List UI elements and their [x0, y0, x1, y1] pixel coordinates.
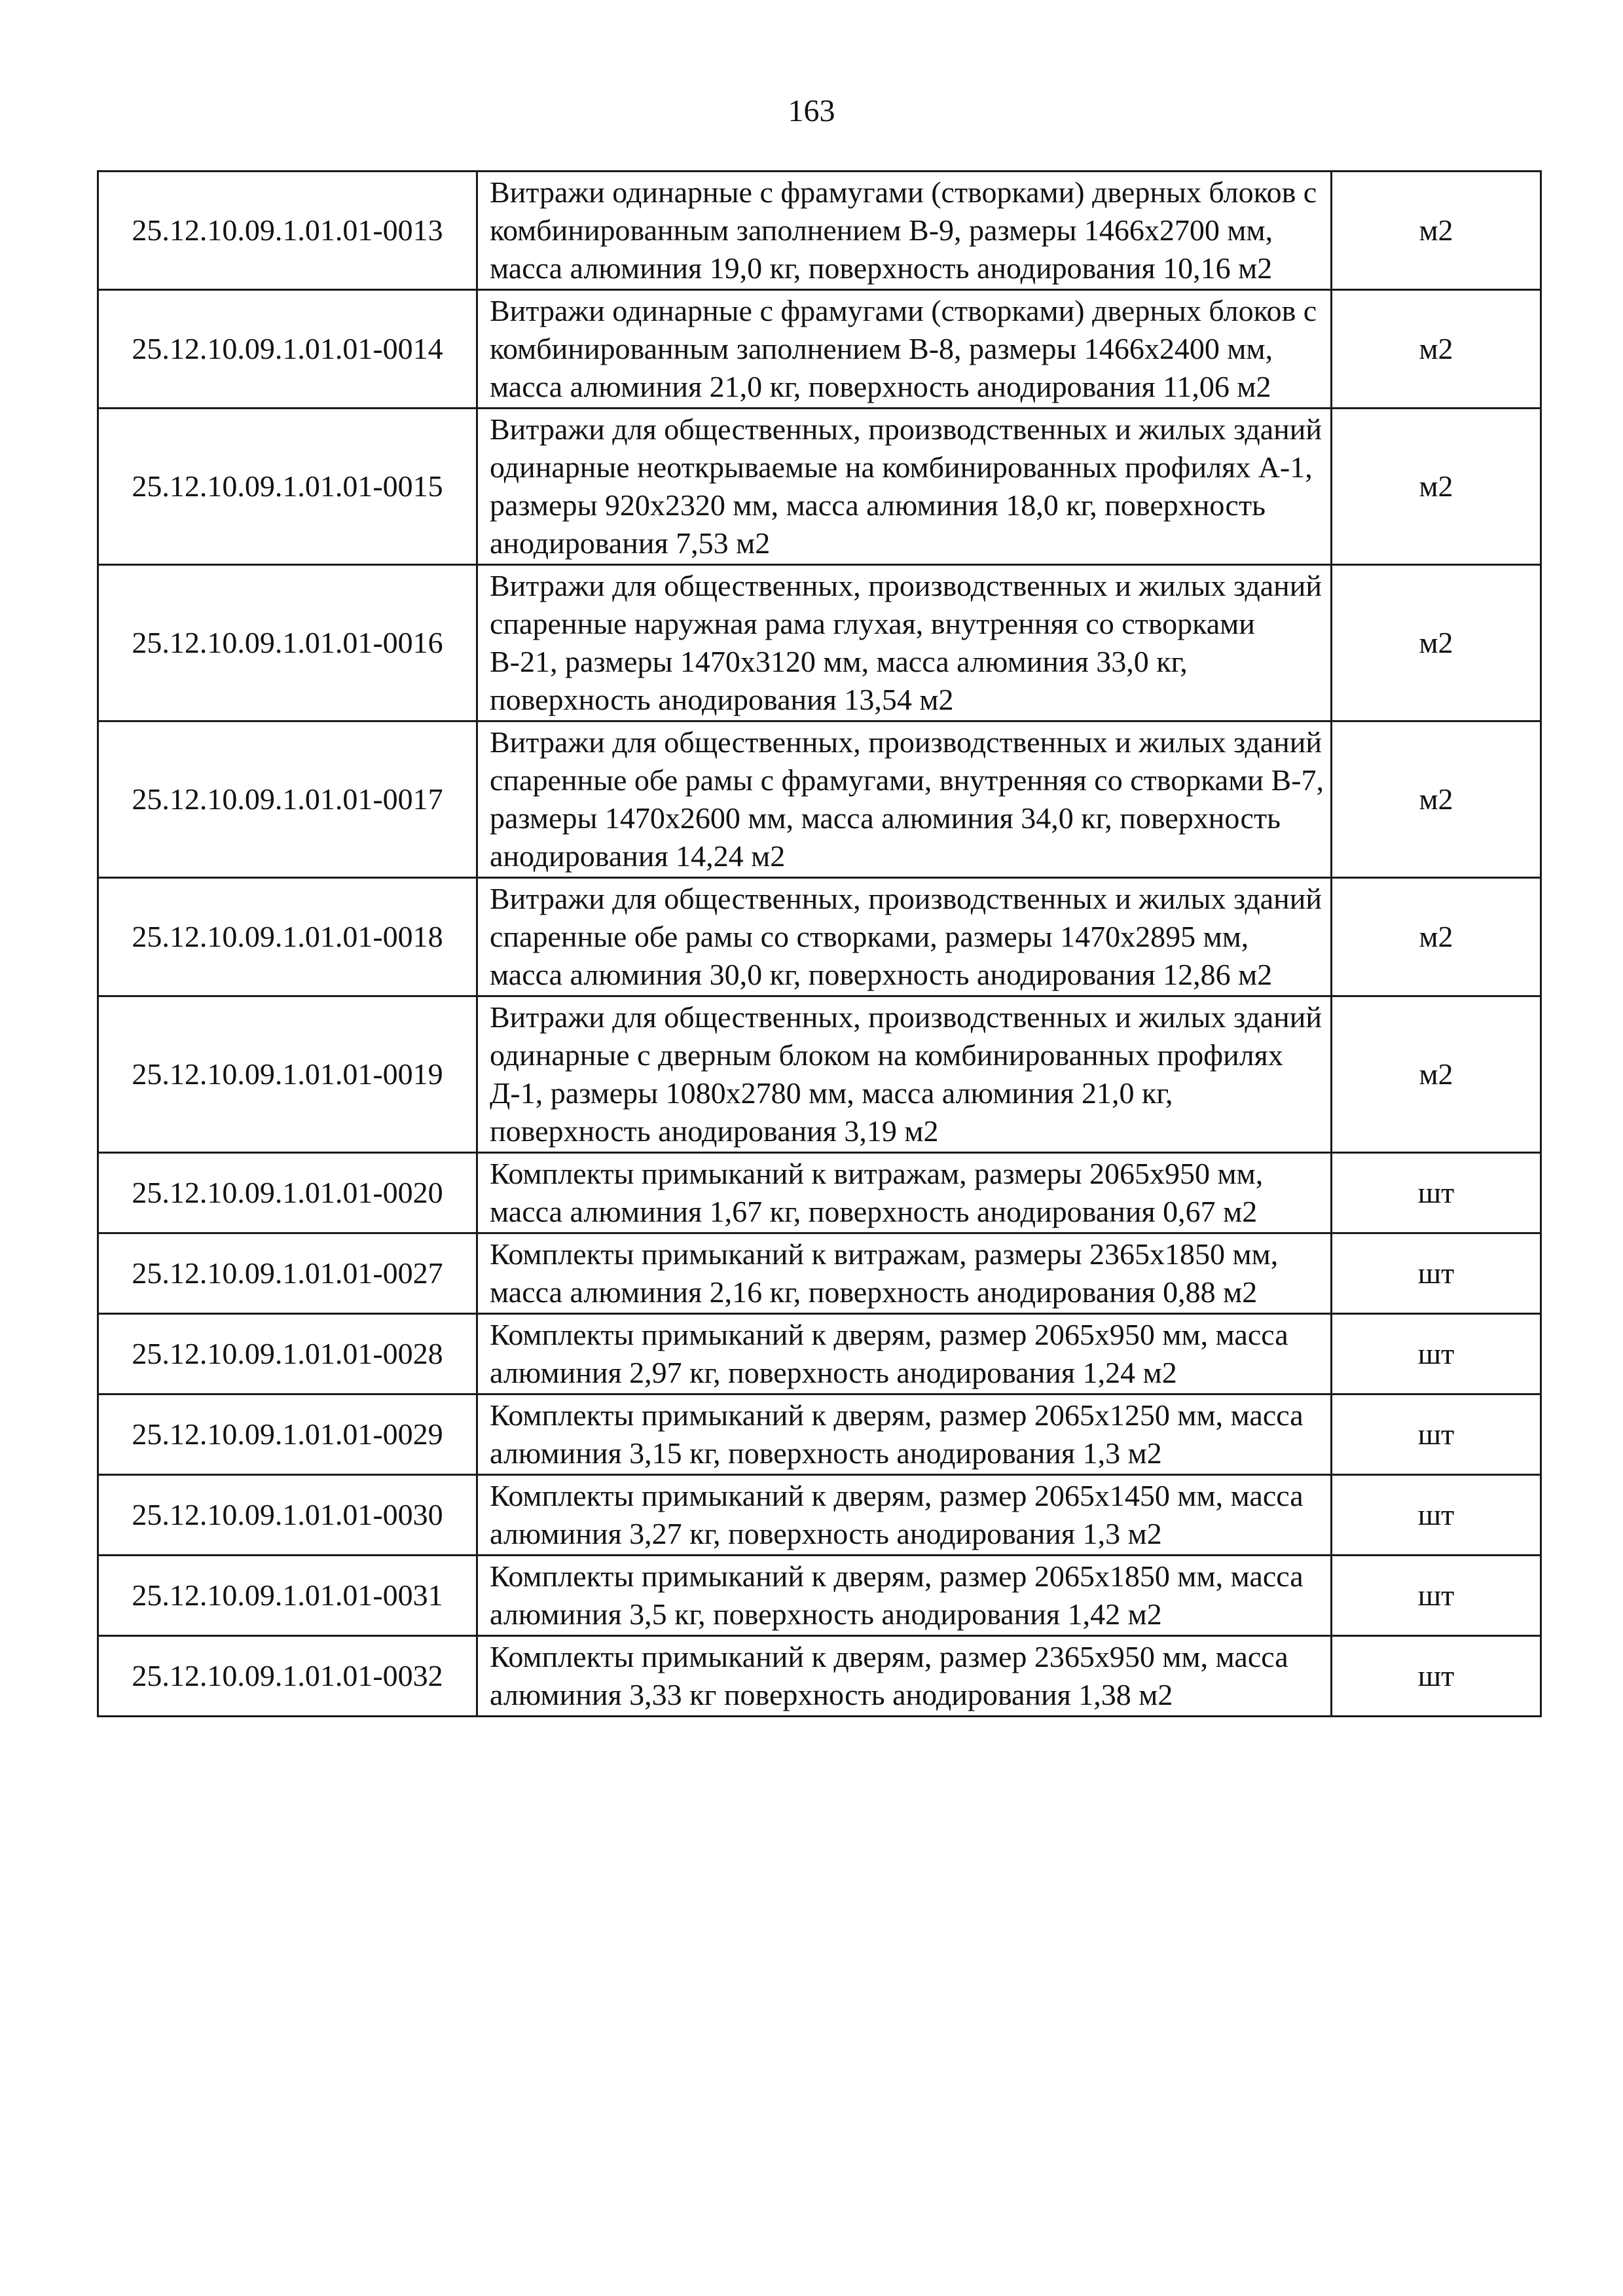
row-unit: шт [1332, 1556, 1541, 1636]
table-row [98, 878, 1541, 996]
row-description [477, 1636, 1332, 1717]
row-code: 25.12.10.09.1.01.01-0032 [98, 1636, 477, 1717]
materials-table-body [98, 172, 1541, 1717]
table-row [98, 996, 1541, 1153]
row-unit: м2 [1332, 409, 1541, 565]
page-number: 163 [788, 94, 835, 128]
row-unit: шт [1332, 1475, 1541, 1556]
row-code: 25.12.10.09.1.01.01-0013 [98, 172, 477, 290]
row-code: 25.12.10.09.1.01.01-0015 [98, 409, 477, 565]
row-description [477, 172, 1332, 290]
row-code: 25.12.10.09.1.01.01-0027 [98, 1233, 477, 1314]
row-description [477, 290, 1332, 409]
row-description [477, 878, 1332, 996]
table-row [98, 1475, 1541, 1556]
row-description [477, 1556, 1332, 1636]
table-row [98, 721, 1541, 878]
row-description [477, 721, 1332, 878]
row-description-text: Витражи для общественных, производственных и жилых зданий спаренные обе рамы со створками, размеры 1470х2895 мм, масса алюминия 30,0 кг, поверхность анодирования 12,86 м2 [490, 882, 1322, 991]
row-code: 25.12.10.09.1.01.01-0017 [98, 721, 477, 878]
table-row [98, 1556, 1541, 1636]
row-description-text: Комплекты примыканий к дверям, размер 2065х1450 мм, масса алюминия 3,27 кг, поверхность анодирования 1,3 м2 [490, 1479, 1304, 1550]
row-description-text: Комплекты примыканий к дверям, размер 2065х1250 мм, масса алюминия 3,15 кг, поверхность анодирования 1,3 м2 [490, 1398, 1304, 1470]
row-description [477, 1314, 1332, 1394]
row-description [477, 409, 1332, 565]
row-unit: шт [1332, 1394, 1541, 1475]
row-description-text: Комплекты примыканий к витражам, размеры 2065х950 мм, масса алюминия 1,67 кг, поверхность анодирования 0,67 м2 [490, 1157, 1264, 1228]
row-code: 25.12.10.09.1.01.01-0031 [98, 1556, 477, 1636]
row-unit: м2 [1332, 565, 1541, 721]
row-unit: шт [1332, 1153, 1541, 1233]
row-description [477, 996, 1332, 1153]
row-unit: м2 [1332, 721, 1541, 878]
row-description [477, 1394, 1332, 1475]
row-description [477, 1233, 1332, 1314]
row-description-text: Витражи для общественных, производственных и жилых зданий спаренные обе рамы с фрамугами, внутренняя со створками В-7, размеры 1470х2600 мм, масса алюминия 34,0 кг, поверхность анодирования 14,24 м2 [490, 725, 1324, 873]
row-description-text: Комплекты примыканий к витражам, размеры 2365х1850 мм, масса алюминия 2,16 кг, поверхность анодирования 0,88 м2 [490, 1237, 1279, 1309]
row-code: 25.12.10.09.1.01.01-0018 [98, 878, 477, 996]
table-row [98, 1153, 1541, 1233]
row-description-text: Витражи одинарные с фрамугами (створками) дверных блоков с комбинированным заполнением В-9, размеры 1466х2700 мм, масса алюминия 19,0 кг, поверхность анодирования 10,16 м2 [490, 175, 1317, 285]
row-code: 25.12.10.09.1.01.01-0019 [98, 996, 477, 1153]
table-row [98, 290, 1541, 409]
table-row [98, 409, 1541, 565]
row-description-text: Витражи для общественных, производственных и жилых зданий спаренные наружная рама глухая, внутренняя со створками В-21, размеры 1470х3120 мм, масса алюминия 33,0 кг, поверхность анодирования 13,54 м2 [490, 569, 1322, 716]
row-code: 25.12.10.09.1.01.01-0020 [98, 1153, 477, 1233]
row-description-text: Витражи для общественных, производственных и жилых зданий одинарные неоткрываемые на комбинированных профилях А-1, размеры 920х2320 мм, масса алюминия 18,0 кг, поверхность анодирования 7,53 м2 [490, 412, 1322, 560]
table-row [98, 565, 1541, 721]
row-code: 25.12.10.09.1.01.01-0030 [98, 1475, 477, 1556]
row-unit: шт [1332, 1233, 1541, 1314]
row-code: 25.12.10.09.1.01.01-0029 [98, 1394, 477, 1475]
row-unit: м2 [1332, 172, 1541, 290]
row-code: 25.12.10.09.1.01.01-0016 [98, 565, 477, 721]
row-description-text: Витражи для общественных, производственных и жилых зданий одинарные с дверным блоком на комбинированных профилях Д-1, размеры 1080х2780 мм, масса алюминия 21,0 кг, поверхность анодирования 3,19 м2 [490, 1000, 1322, 1148]
table-row [98, 172, 1541, 290]
row-description-text: Комплекты примыканий к дверям, размер 2065х950 мм, масса алюминия 2,97 кг, поверхность анодирования 1,24 м2 [490, 1318, 1288, 1389]
row-description [477, 1475, 1332, 1556]
row-description-text: Комплекты примыканий к дверям, размер 2365х950 мм, масса алюминия 3,33 кг поверхность анодирования 1,38 м2 [490, 1640, 1288, 1711]
row-unit: м2 [1332, 996, 1541, 1153]
row-description [477, 1153, 1332, 1233]
row-code: 25.12.10.09.1.01.01-0014 [98, 290, 477, 409]
row-description-text: Комплекты примыканий к дверям, размер 2065х1850 мм, масса алюминия 3,5 кг, поверхность анодирования 1,42 м2 [490, 1559, 1304, 1631]
table-row [98, 1636, 1541, 1717]
table-row [98, 1233, 1541, 1314]
row-code: 25.12.10.09.1.01.01-0028 [98, 1314, 477, 1394]
table-row [98, 1314, 1541, 1394]
row-description-text: Витражи одинарные с фрамугами (створками) дверных блоков с комбинированным заполнением В-8, размеры 1466х2400 мм, масса алюминия 21,0 кг, поверхность анодирования 11,06 м2 [490, 294, 1317, 403]
row-unit: м2 [1332, 290, 1541, 409]
table-row [98, 1394, 1541, 1475]
row-unit: м2 [1332, 878, 1541, 996]
row-unit: шт [1332, 1314, 1541, 1394]
materials-table [97, 170, 1542, 1717]
row-description [477, 565, 1332, 721]
row-unit: шт [1332, 1636, 1541, 1717]
